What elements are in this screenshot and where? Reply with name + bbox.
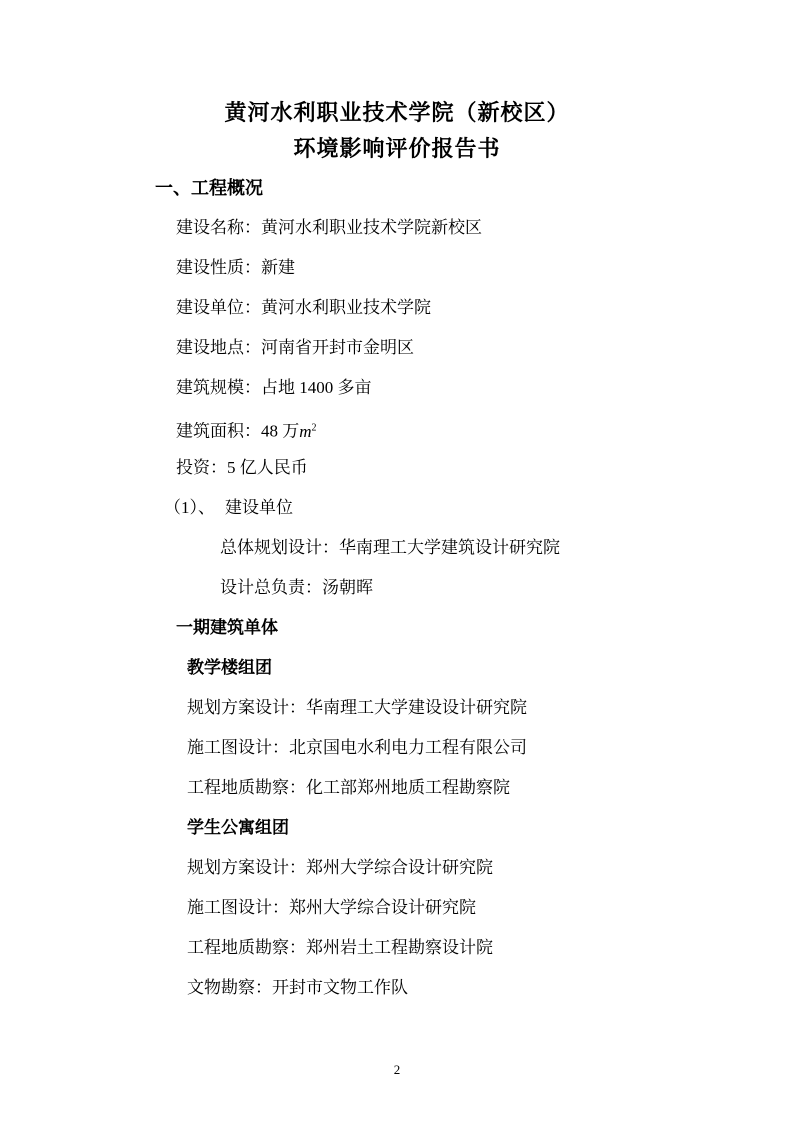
design-chief: 设计总负责：汤朝晖 — [220, 578, 373, 597]
project-unit: 建设单位：黄河水利职业技术学院 — [176, 298, 431, 317]
area-unit — [299, 422, 316, 441]
subsection-1-label: （1）、 — [164, 498, 215, 517]
group1-heading: 教学楼组团 — [187, 658, 272, 677]
subsection-1-title: 建设单位 — [225, 498, 293, 517]
subsection-1 — [164, 498, 293, 518]
group1-planning: 规划方案设计：华南理工大学建设设计研究院 — [187, 698, 527, 717]
project-name: 建设名称：黄河水利职业技术学院新校区 — [176, 218, 482, 237]
project-scale: 建筑规模：占地 1400 多亩 — [176, 378, 372, 397]
overall-planning: 总体规划设计：华南理工大学建筑设计研究院 — [220, 538, 560, 557]
group2-heading: 学生公寓组团 — [187, 818, 289, 837]
project-area-value: 建筑面积：48 万 — [176, 421, 300, 441]
project-nature: 建设性质：新建 — [176, 258, 295, 277]
group1-geology: 工程地质勘察：化工部郑州地质工程勘察院 — [187, 778, 510, 797]
report-title-line2: 环境影响评价报告书 — [293, 136, 501, 161]
area-unit-exponent: 2 — [311, 422, 317, 433]
group2-planning: 规划方案设计：郑州大学综合设计研究院 — [187, 858, 493, 877]
page-number: 2 — [393, 1062, 401, 1077]
area-unit-base: m — [299, 421, 312, 441]
section-heading: 一、工程概况 — [155, 178, 263, 198]
project-location: 建设地点：河南省开封市金明区 — [176, 338, 414, 357]
project-investment: 投资：5 亿人民币 — [176, 458, 308, 477]
group2-relics: 文物勘察：开封市文物工作队 — [187, 978, 408, 997]
report-title-line1: 黄河水利职业技术学院（新校区） — [224, 100, 570, 125]
group2-construction: 施工图设计：郑州大学综合设计研究院 — [187, 898, 476, 917]
group1-construction: 施工图设计：北京国电水利电力工程有限公司 — [187, 738, 527, 757]
project-area — [176, 418, 317, 442]
phase1-heading: 一期建筑单体 — [176, 618, 278, 637]
group2-geology: 工程地质勘察：郑州岩土工程勘察设计院 — [187, 938, 493, 957]
